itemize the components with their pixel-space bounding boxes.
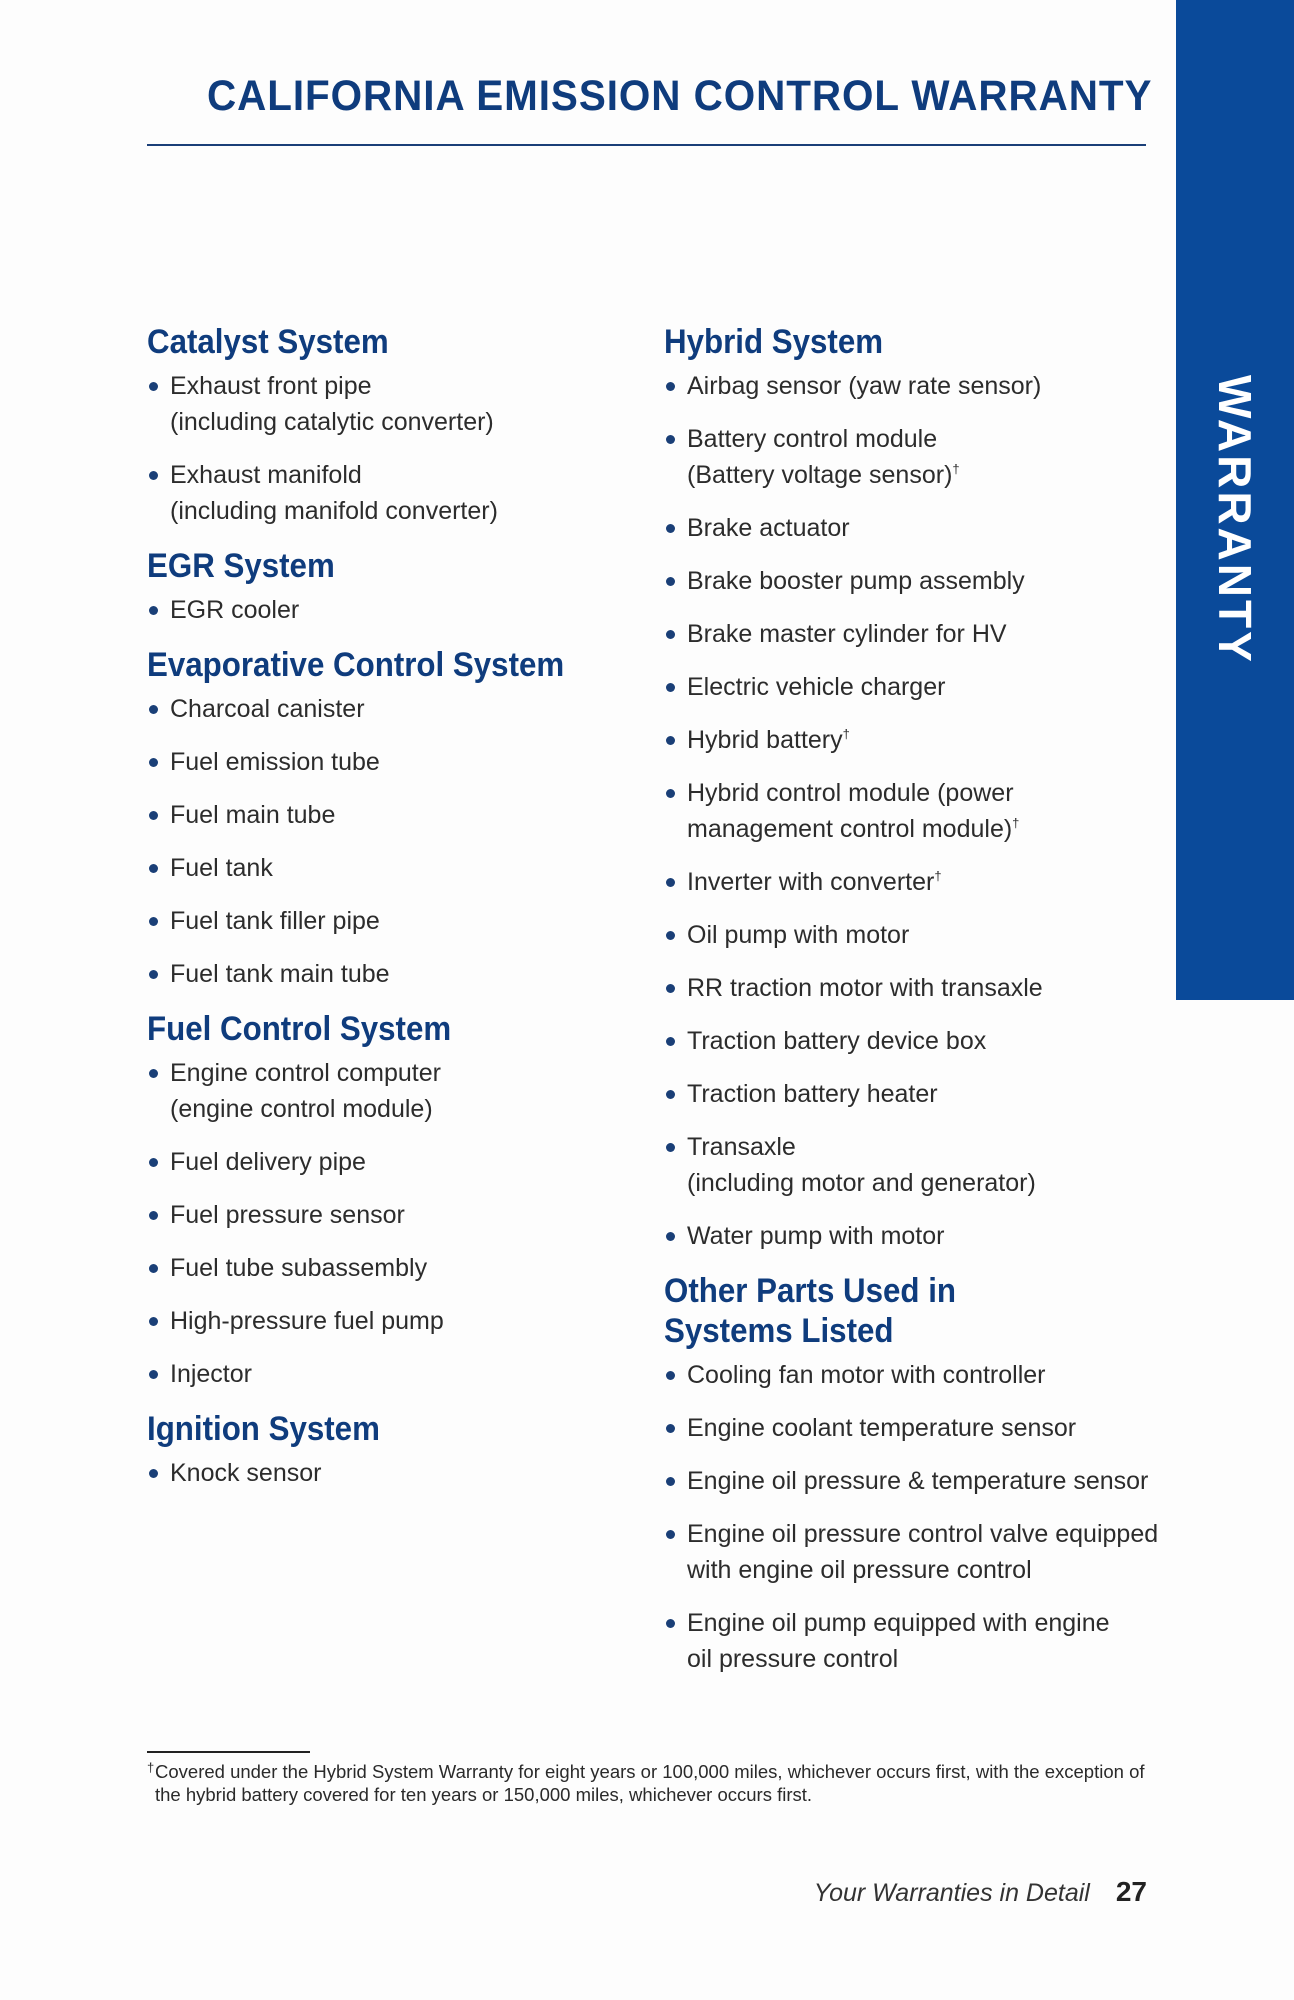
list-item-text: Charcoal canister [170,695,365,723]
section-heading: Hybrid System [664,323,884,361]
bullet-icon [666,878,675,887]
bullet-icon [149,917,158,926]
list-item [147,1303,627,1339]
list-item-text: Water pump with motor [687,1222,945,1250]
list-item-text: Fuel tank main tube [170,960,390,988]
bullet-icon [149,606,158,615]
list-item [147,691,627,727]
bullet-icon [666,1090,675,1099]
section [147,645,627,992]
list-item-text: Injector [170,1360,252,1388]
parts-list [147,1455,627,1491]
list-item-text: Airbag sensor (yaw rate sensor) [687,372,1042,400]
bullet-icon [666,1477,675,1486]
list-item-text: Fuel tank filler pipe [170,907,380,935]
list-item-text: High-pressure fuel pump [170,1307,444,1335]
bullet-icon [149,864,158,873]
list-item-text: Inverter with converter [687,868,935,896]
list-item-text: RR traction motor with transaxle [687,974,1043,1002]
list-item [147,744,627,780]
bullet-icon [666,630,675,639]
list-item-text: Cooling fan motor with controller [687,1361,1046,1389]
section-heading: EGR System [147,547,335,585]
bullet-icon [666,1143,675,1152]
list-item [664,864,1164,900]
dagger-mark: † [842,726,850,742]
list-item-text: Transaxle (including motor and generator) [687,1133,1036,1197]
bullet-icon [666,1232,675,1241]
list-item-text: Brake master cylinder for HV [687,620,1007,648]
parts-list [664,368,1164,1254]
list-item-text: Exhaust manifold (including manifold converter) [170,461,498,525]
bullet-icon [666,1530,675,1539]
bullet-icon [149,471,158,480]
parts-list [147,1055,627,1392]
list-item [147,956,627,992]
dagger-mark: † [952,461,960,477]
bullet-icon [666,931,675,940]
section-heading: Fuel Control System [147,1010,452,1048]
list-item-text: Fuel delivery pipe [170,1148,366,1176]
list-item-text: Traction battery heater [687,1080,938,1108]
bullet-icon [666,1037,675,1046]
list-item-text: Traction battery device box [687,1027,987,1055]
list-item-text: Engine oil pump equipped with engine oil pressure control [687,1609,1110,1673]
list-item [664,722,1164,758]
title-divider [147,144,1146,146]
list-item-text: EGR cooler [170,596,300,624]
list-item [147,1356,627,1392]
bullet-icon [666,382,675,391]
list-item [664,421,1164,493]
section [664,1271,1164,1677]
bullet-icon [149,970,158,979]
list-item-text: Brake actuator [687,514,850,542]
list-item [664,1605,1164,1677]
list-item-text: Hybrid battery [687,726,843,754]
bullet-icon [149,1370,158,1379]
list-item [664,1218,1164,1254]
list-item-text: Brake booster pump assembly [687,567,1025,595]
list-item-text: Oil pump with motor [687,921,910,949]
bullet-icon [666,984,675,993]
list-item [664,1023,1164,1059]
bullet-icon [149,382,158,391]
section [147,1009,627,1392]
list-item [147,1197,627,1233]
list-item [147,457,627,529]
dagger-mark: † [1012,815,1020,831]
section [147,1409,627,1491]
parts-list [147,592,627,628]
list-item [147,797,627,833]
list-item-text: Fuel tube subassembly [170,1254,428,1282]
section-heading: Other Parts Used in Systems Listed [664,1272,957,1350]
list-item [147,903,627,939]
page-title: CALIFORNIA EMISSION CONTROL WARRANTY [206,72,1153,120]
footnote [147,1760,1157,1806]
side-tab [1176,0,1294,1000]
bullet-icon [149,758,158,767]
bullet-icon [149,1469,158,1478]
list-item [664,368,1164,404]
list-item-text: Fuel emission tube [170,748,380,776]
list-item-text: Exhaust front pipe (including catalytic converter) [170,372,494,436]
dagger-mark: † [934,868,942,884]
list-item [147,1144,627,1180]
list-item [664,1076,1164,1112]
bullet-icon [666,1371,675,1380]
list-item-text: Hybrid control module (power management control module) [687,779,1014,843]
list-item-text: Battery control module (Battery voltage sensor) [687,425,953,489]
side-tab-label: WARRANTY [1209,375,1261,665]
bullet-icon [666,683,675,692]
bullet-icon [666,1619,675,1628]
section [147,546,627,628]
list-item [664,616,1164,652]
section-heading: Ignition System [147,1410,380,1448]
page-footer [814,1876,1147,1908]
list-item-text: Fuel tank [170,854,273,882]
list-item-text: Engine oil pressure & temperature sensor [687,1467,1149,1495]
list-item [147,850,627,886]
list-item [147,368,627,440]
list-item [664,1410,1164,1446]
list-item-text: Engine control computer (engine control module) [170,1059,441,1123]
list-item [664,1129,1164,1201]
bullet-icon [666,435,675,444]
list-item [664,970,1164,1006]
parts-list [147,368,627,529]
list-item [664,1357,1164,1393]
list-item [147,592,627,628]
bullet-icon [149,1069,158,1078]
section-heading: Evaporative Control System [147,646,565,684]
list-item-text: Engine coolant temperature sensor [687,1414,1077,1442]
list-item [147,1250,627,1286]
list-item [147,1055,627,1127]
section [147,322,627,529]
list-item-text: Knock sensor [170,1459,322,1487]
footnote-divider [147,1751,310,1753]
list-item-text: Electric vehicle charger [687,673,946,701]
bullet-icon [149,1264,158,1273]
list-item [664,1463,1164,1499]
bullet-icon [149,705,158,714]
left-column [147,322,627,1508]
bullet-icon [149,1158,158,1167]
parts-list [147,691,627,992]
bullet-icon [149,811,158,820]
list-item [147,1455,627,1491]
footnote-dagger: † [147,1760,155,1775]
footer-label: Your Warranties in Detail [813,1879,1090,1907]
bullet-icon [666,736,675,745]
section [664,322,1164,1254]
bullet-icon [666,1424,675,1433]
list-item [664,917,1164,953]
list-item-text: Engine oil pressure control valve equipped with engine oil pressure control [687,1520,1159,1584]
list-item [664,563,1164,599]
page-number: 27 [1115,1876,1147,1907]
side-tab-label-wrap [1176,0,1294,1000]
list-item [664,510,1164,546]
footnote-text: Covered under the Hybrid System Warranty for eight years or 100,000 miles, whichever occurs first, with the exception of the hybrid battery covered for ten years or 150,000 miles, whichever occurs first. [155,1761,1145,1805]
bullet-icon [666,524,675,533]
right-column [664,322,1164,1694]
bullet-icon [149,1317,158,1326]
list-item-text: Fuel main tube [170,801,336,829]
bullet-icon [666,577,675,586]
list-item [664,1516,1164,1588]
list-item-text: Fuel pressure sensor [170,1201,405,1229]
bullet-icon [666,789,675,798]
list-item [664,775,1164,847]
parts-list [664,1357,1164,1677]
section-heading: Catalyst System [147,323,389,361]
list-item [664,669,1164,705]
bullet-icon [149,1211,158,1220]
